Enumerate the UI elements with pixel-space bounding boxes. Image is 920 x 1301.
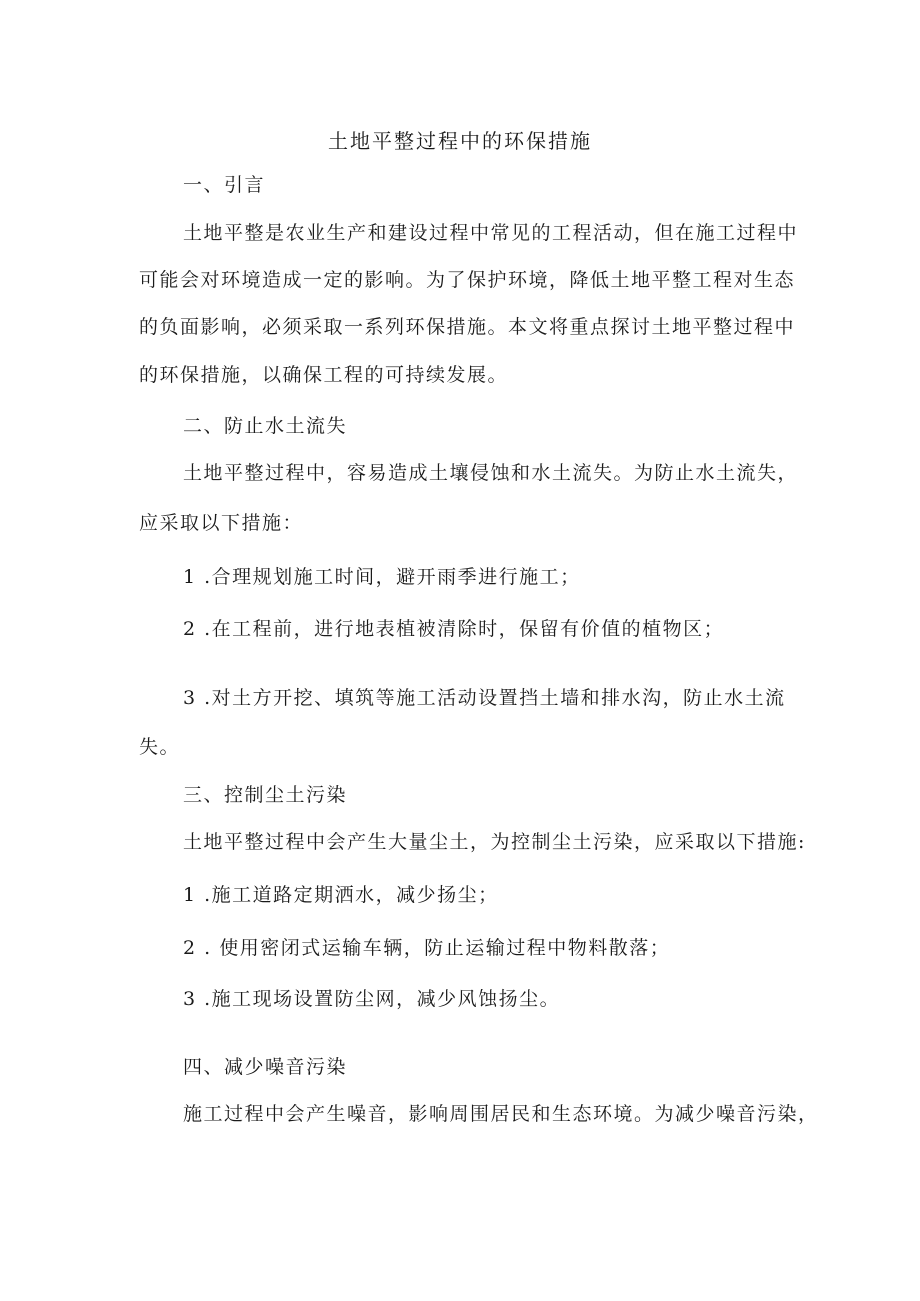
list-item: 2 . 使用密闭式运输车辆，防止运输过程中物料散落； [183, 937, 671, 959]
list-item: 3 .施工现场设置防尘网，减少风蚀扬尘。 [183, 988, 561, 1010]
paragraph-line: 的负面影响，必须采取一系列环保措施。本文将重点探讨土地平整过程中 [139, 316, 796, 338]
list-item: 1 .合理规划施工时间，避开雨季进行施工； [183, 566, 581, 588]
paragraph-line: 土地平整过程中会产生大量尘土，为控制尘土污染，应采取以下措施: [183, 831, 806, 853]
section-heading-soil-erosion: 二、防止水土流失 [183, 415, 348, 437]
list-item: 2 .在工程前，进行地表植被清除时，保留有价值的植物区； [183, 618, 725, 640]
section-heading-introduction: 一、引言 [183, 174, 266, 196]
paragraph-line: 应采取以下措施： [139, 512, 304, 534]
list-item: 3 .对土方开挖、填筑等施工活动设置挡土墙和排水沟，防止水土流 [183, 687, 786, 709]
paragraph-line: 的环保措施，以确保工程的可持续发展。 [139, 364, 509, 386]
document-title: 土地平整过程中的环保措施 [328, 129, 592, 153]
paragraph-line: 可能会对环境造成一定的影响。为了保护环境，降低土地平整工程对生态 [139, 269, 796, 291]
list-item: 1 .施工道路定期洒水，减少扬尘； [183, 884, 499, 906]
section-heading-noise-reduction: 四、减少噪音污染 [183, 1056, 348, 1078]
section-heading-dust-control: 三、控制尘土污染 [183, 784, 348, 806]
paragraph-line: 土地平整是农业生产和建设过程中常见的工程活动，但在施工过程中 [183, 222, 799, 244]
list-item-continuation: 失。 [139, 736, 181, 758]
paragraph-line: 土地平整过程中，容易造成土壤侵蚀和水土流失。为防止水土流失， [183, 462, 799, 484]
paragraph-line: 施工过程中会产生噪音，影响周围居民和生态环境。为减少噪音污染， [183, 1103, 819, 1125]
